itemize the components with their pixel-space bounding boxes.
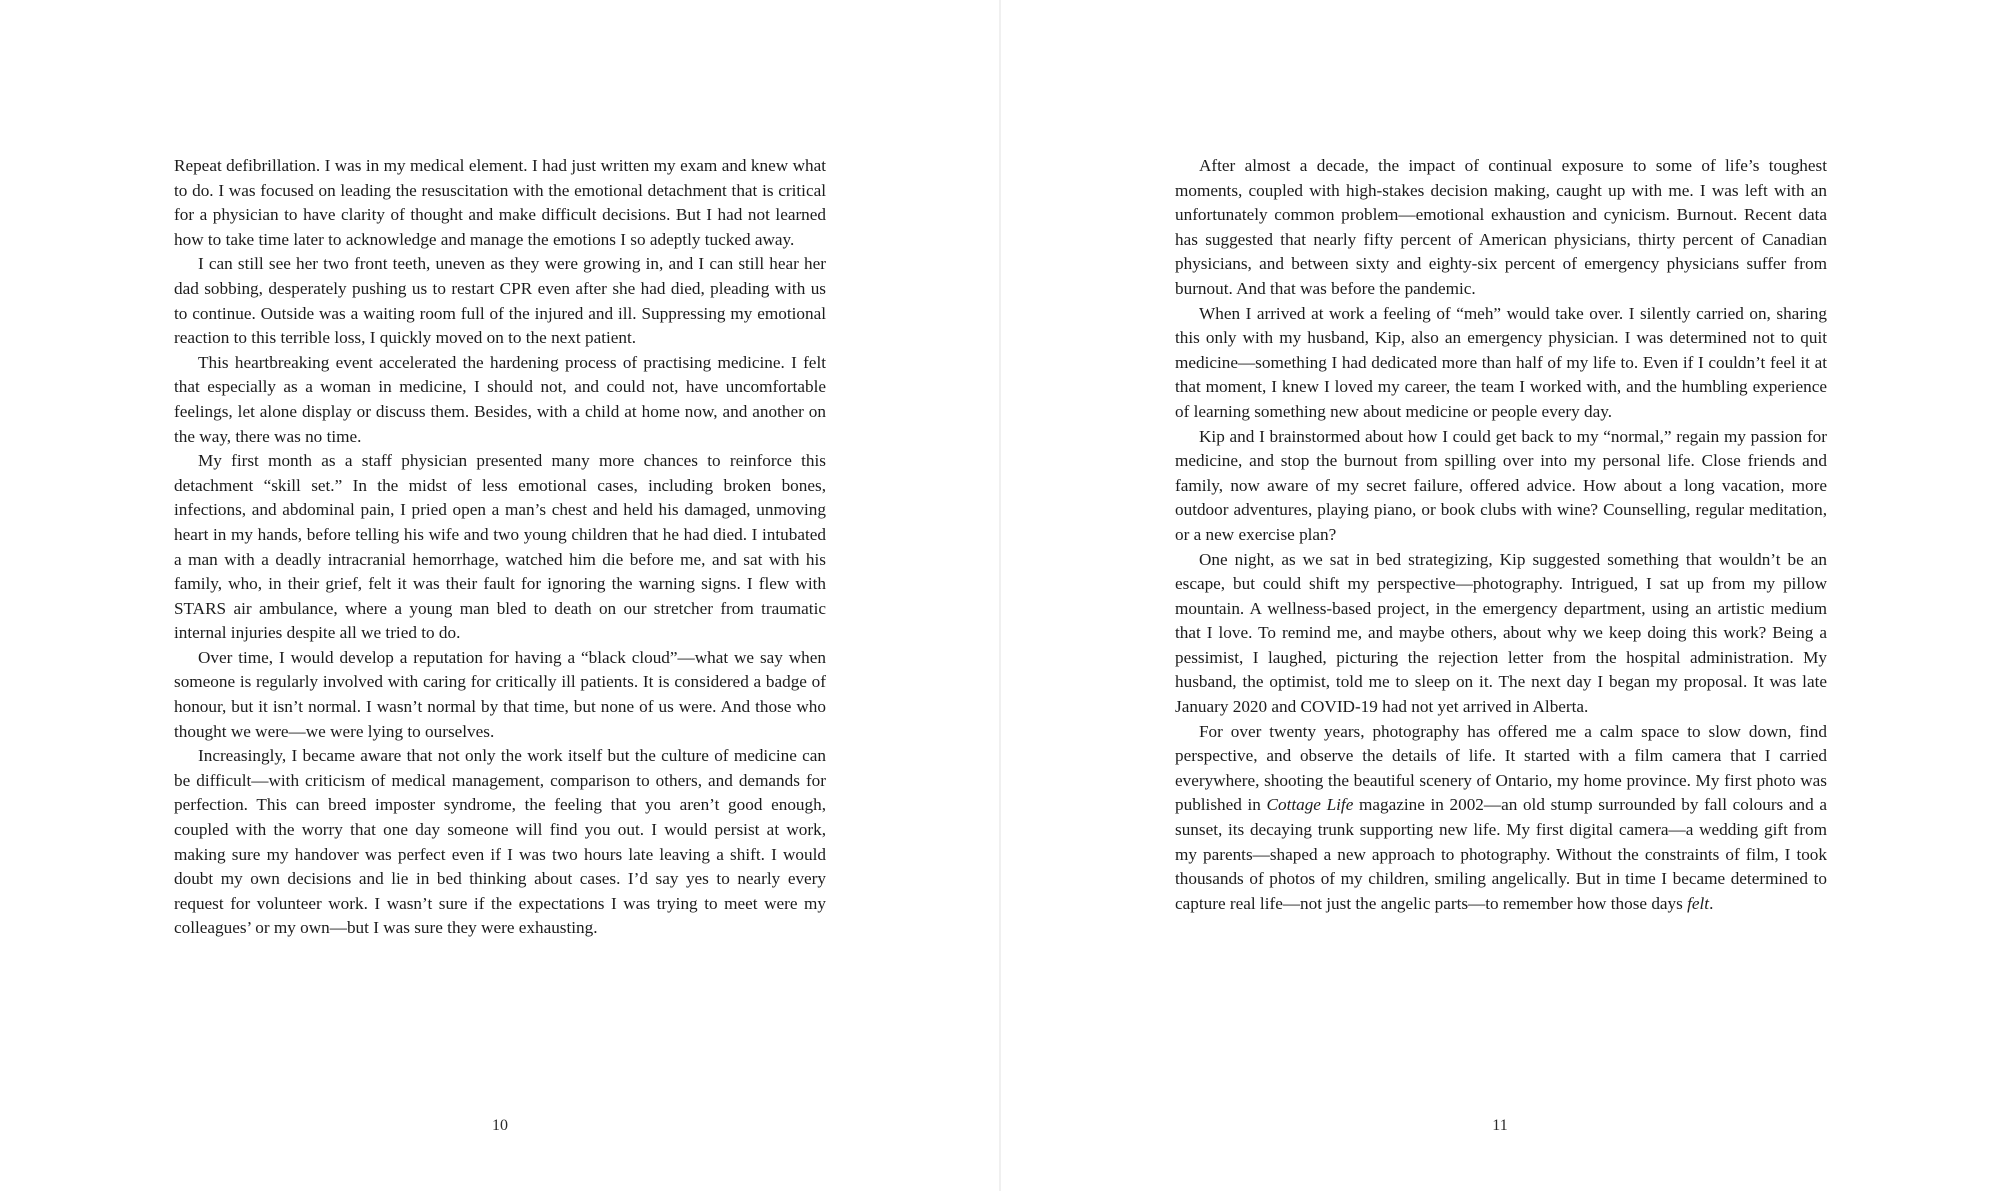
right-page <box>1000 0 2000 1191</box>
paragraph: When I arrived at work a feeling of “meh” would take over. I silently carried on, sharing this only with my husband, Kip, also an emergency physician. I was determined not to quit medicine—something I had dedicated more than half of my life to. Even if I couldn’t feel it at that moment, I knew I loved my career, the team I worked with, and the humbling experience of learning something new about medicine or people every day. <box>1175 303 1827 421</box>
page-number: 11 <box>1492 1117 1508 1134</box>
paragraph: My first month as a staff physician presented many more chances to reinforce this detachment “skill set.” In the midst of less emotional cases, including broken bones, infections, and abdominal pain, I pried open a man’s chest and held his damaged, unmoving heart in my hands, before telling his wife and two young children that he had died. I intubated a man with a deadly intracranial hemorrhage, watched him die before me, and sat with his family, who, in their grief, felt it was their fault for ignoring the warning signs. I flew with STARS air ambulance, where a young man bled to death on our stretcher from traumatic internal injuries despite all we tried to do. <box>174 451 826 643</box>
paragraph-text: magazine in 2002—an old stump surrounded by fall colours and a sunset, its decaying trunk supporting new life. My first digital camera—a wedding gift from my parents—shaped a new approach to photography. Without the constraints of film, I took thousands of photos of my children, smiling angelically. But in time I became determined to capture real life—not just the angelic parts—to remember how those days <box>1175 795 1827 913</box>
paragraph: I can still see her two front teeth, uneven as they were growing in, and I can still hear her dad sobbing, desperately pushing us to restart CPR even after she had died, pleading with us to continue. Outside was a waiting room full of the injured and ill. Suppressing my emotional reaction to this terrible loss, I quickly moved on to the next patient. <box>174 254 826 348</box>
left-page-text <box>174 154 826 941</box>
paragraph <box>1175 720 1827 917</box>
paragraph: One night, as we sat in bed strategizing, Kip suggested something that wouldn’t be an escape, but could shift my perspective—photography. Intrigued, I sat up from my pillow mountain. A wellness-based project, in the emergency department, using an artistic medium that I love. To remind me, and maybe others, about why we keep doing this work? Being a pessimist, I laughed, picturing the rejection letter from the hospital administration. My husband, the optimist, told me to sleep on it. The next day I began my proposal. It was late January 2020 and COVID-19 had not yet arrived in Alberta. <box>1175 549 1827 717</box>
paragraph: Kip and I brainstormed about how I could get back to my “normal,” regain my passion for medicine, and stop the burnout from spilling over into my personal life. Close friends and family, now aware of my secret failure, offered advice. How about a long vacation, more outdoor adventures, playing piano, or book clubs with wine? Counselling, regular meditation, or a new exercise plan? <box>1175 426 1827 544</box>
emphasis: felt <box>1687 893 1710 913</box>
paragraph: This heartbreaking event accelerated the hardening process of practising medicine. I felt that especially as a woman in medicine, I should not, and could not, have uncomfortable feelings, let alone display or discuss them. Besides, with a child at home now, and another on the way, there was no time. <box>174 352 826 446</box>
paragraph-text: For over twenty years, photography has offered me a calm space to slow down, find perspective, and observe the details of life. It started with a film camera that I carried everywhere, shooting the beautiful scenery of Ontario, my home province. My first photo was published in <box>1175 721 1827 815</box>
paragraph-text: . <box>1709 893 1714 913</box>
paragraph: After almost a decade, the impact of continual exposure to some of life’s toughest moments, coupled with high-stakes decision making, caught up with me. I was left with an unfortunately common problem—emotional exhaustion and cynicism. Burnout. Recent data has suggested that nearly fifty percent of American physicians, thirty percent of Canadian physicians, and between sixty and eighty-six percent of emergency physicians suffer from burnout. And that was before the pandemic. <box>1175 156 1827 298</box>
paragraph: Over time, I would develop a reputation for having a “black cloud”—what we say when someone is regularly involved with caring for critically ill patients. It is considered a badge of honour, but it isn’t normal. I wasn’t normal by that time, but none of us were. And those who thought we were—we were lying to ourselves. <box>174 647 826 741</box>
right-page-text <box>1175 154 1827 916</box>
paragraph: Increasingly, I became aware that not only the work itself but the culture of medicine can be difficult—with criticism of medical management, comparison to others, and demands for perfection. This can breed imposter syndrome, the feeling that you aren’t good enough, coupled with the worry that one day someone will find you out. I would persist at work, making sure my handover was perfect even if I was two hours late leaving a shift. I would doubt my own decisions and lie in bed thinking about cases. I’d say yes to nearly every request for volunteer work. I wasn’t sure if the expectations I was trying to meet were my colleagues’ or my own—but I was sure they were exhausting. <box>174 746 826 938</box>
magazine-title: Cottage Life <box>1266 795 1354 815</box>
page-number: 10 <box>492 1117 508 1134</box>
paragraph: Repeat defibrillation. I was in my medical element. I had just written my exam and knew what to do. I was focused on leading the resuscitation with the emotional detachment that is critical for a physician to have clarity of thought and make difficult decisions. But I had not learned how to take time later to acknowledge and manage the emotions I so adeptly tucked away. <box>174 156 826 249</box>
